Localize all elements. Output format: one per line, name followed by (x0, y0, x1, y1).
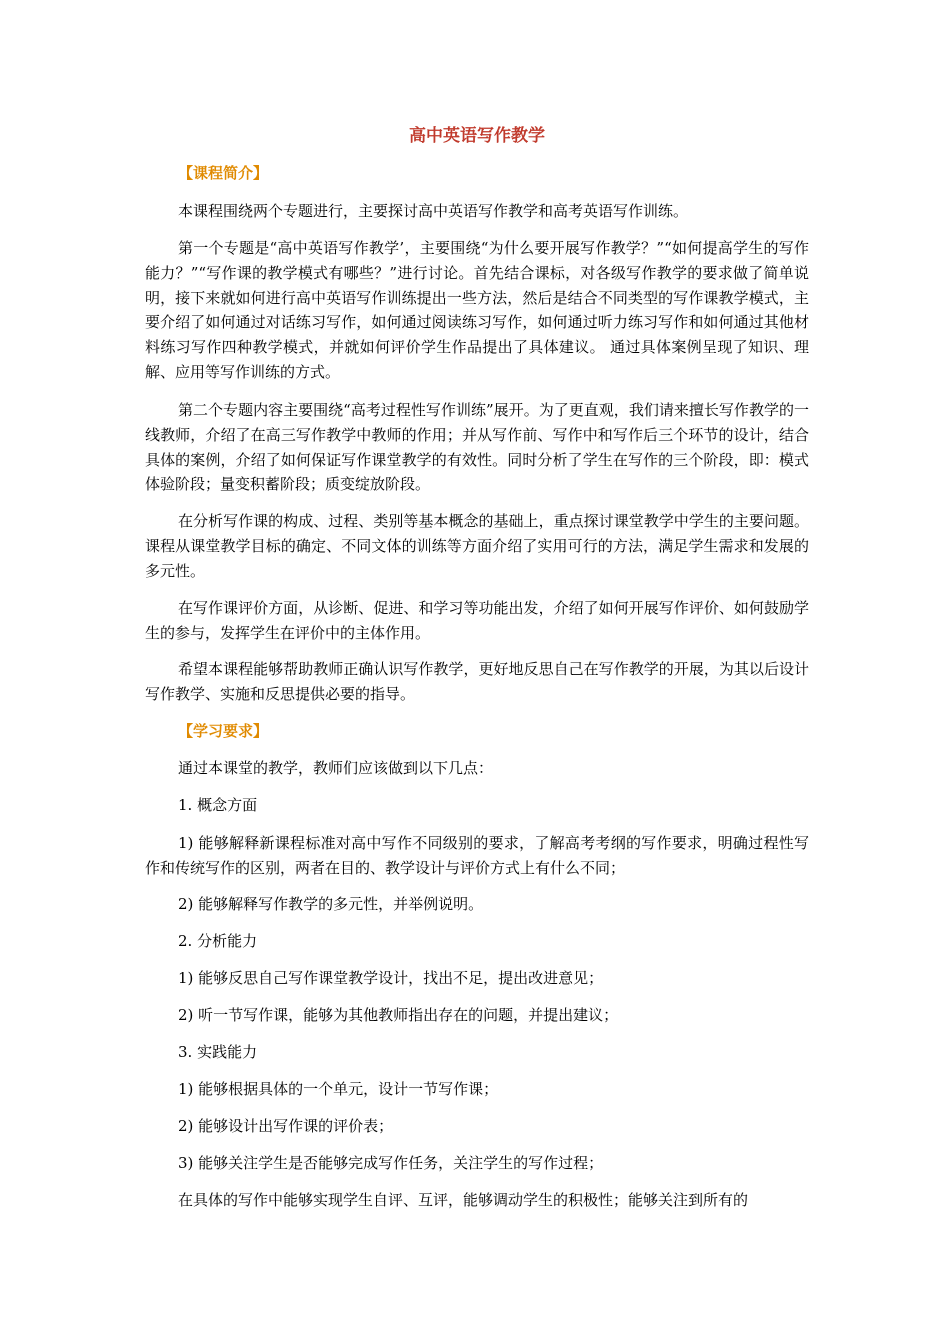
requirement-item: 2) 能够解释写作教学的多元性，并举例说明。 (178, 895, 484, 913)
requirement-item: 2. 分析能力 (178, 932, 258, 950)
section-heading-learning-requirements: 【学习要求】 (178, 722, 269, 740)
requirement-item: 2) 能够设计出写作课的评价表； (178, 1117, 394, 1135)
requirement-item: 在具体的写作中能够实现学生自评、互评，能够调动学生的积极性；能够关注到所有的 (178, 1191, 749, 1209)
intro-paragraph-6: 希望本课程能够帮助教师正确认识写作教学，更好地反思自己在写作教学的开展，为其以后设计写作教学、实施和反思提供必要的指导。 (145, 660, 809, 703)
requirement-item: 3) 能够关注学生是否能够完成写作任务，关注学生的写作过程； (178, 1154, 604, 1172)
intro-paragraph-5: 在写作课评价方面，从诊断、促进、和学习等功能出发，介绍了如何开展写作评价、如何鼓励学生的参与，发挥学生在评价中的主体作用。 (145, 599, 809, 642)
requirement-item: 1) 能够反思自己写作课堂教学设计，找出不足，提出改进意见； (178, 969, 604, 987)
intro-paragraph-1: 本课程围绕两个专题进行，主要探讨高中英语写作教学和高考英语写作训练。 (178, 202, 689, 220)
intro-paragraph-2: 第一个专题是“高中英语写作教学’，主要围绕“为什么要开展写作教学？”“如何提高学生的写作能力？”“写作课的教学模式有哪些？”进行讨论。首先结合课标，对各级写作教学的要求做了简单说明，接下来就如何进行高中英语写作训练提出一些方法，然后是结合不同类型的写作课教学模式，主要介绍了如何通过对话练习写作，如何通过阅读练习写作，如何通过听力练习写作和如何通过其他材料练习写作四种教学模式，并就如何评价学生作品提出了具体建议。 通过具体案例呈现了知识、理解、应用等写作训练的方式。 (145, 239, 809, 381)
section-heading-course-intro: 【课程简介】 (178, 164, 269, 182)
requirement-item: 1) 能够根据具体的一个单元，设计一节写作课； (178, 1080, 499, 1098)
requirement-item: 2) 听一节写作课，能够为其他教师指出存在的问题，并提出建议； (178, 1006, 619, 1024)
document-title: 高中英语写作教学 (409, 126, 545, 146)
requirements-intro: 通过本课堂的教学，教师们应该做到以下几点： (178, 759, 494, 777)
requirement-item: 1) 能够解释新课程标准对高中写作不同级别的要求，了解高考考纲的写作要求，明确过程性写作和传统写作的区别，两者在目的、教学设计与评价方式上有什么不同； (145, 834, 809, 877)
intro-paragraph-3: 第二个专题内容主要围绕“高考过程性写作训练”展开。为了更直观，我们请来擅长写作教学的一线教师，介绍了在高三写作教学中教师的作用；并从写作前、写作中和写作后三个环节的设计，结合具体的案例，介绍了如何保证写作课堂教学的有效性。同时分析了学生在写作的三个阶段，即：模式体验阶段；量变积蓄阶段；质变绽放阶段。 (145, 401, 809, 494)
requirement-item: 3. 实践能力 (178, 1043, 258, 1061)
intro-paragraph-4: 在分析写作课的构成、过程、类别等基本概念的基础上，重点探讨课堂教学中学生的主要问题。课程从课堂教学目标的确定、不同文体的训练等方面介绍了实用可行的方法，满足学生需求和发展的多元性。 (145, 512, 809, 580)
requirement-item: 1. 概念方面 (178, 796, 258, 814)
